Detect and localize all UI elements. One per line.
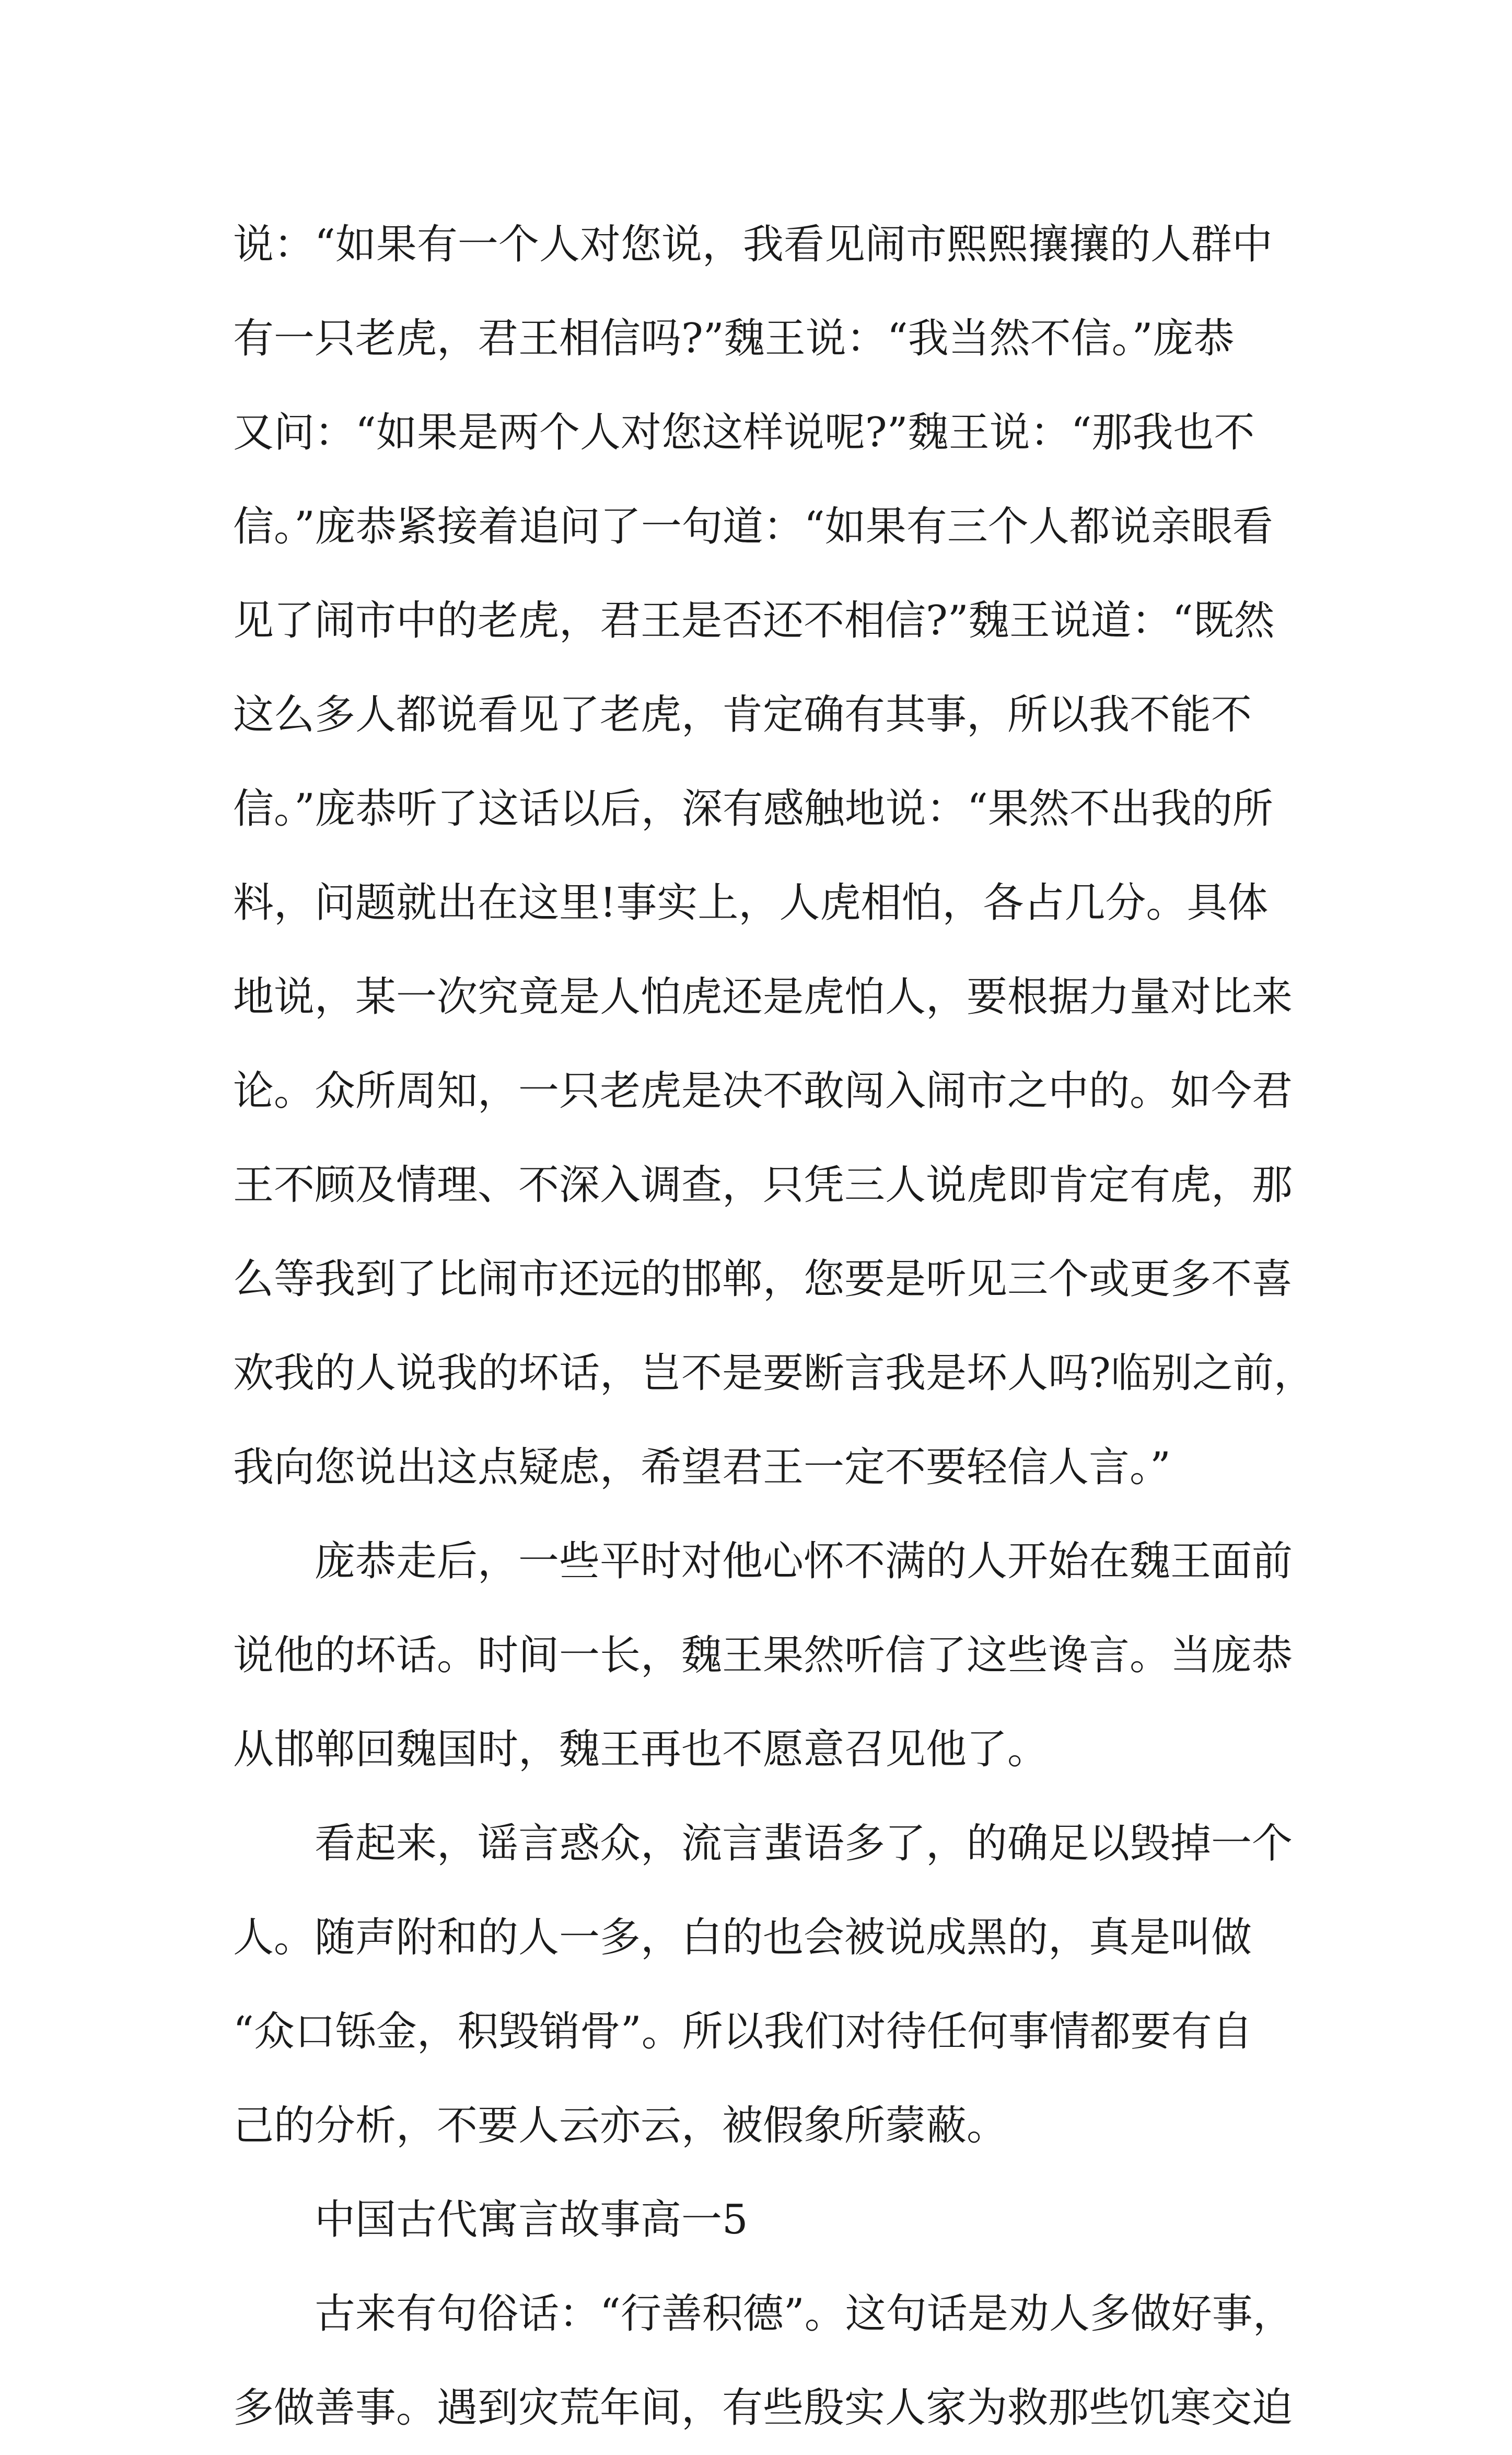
text-line: 我向您说出这点疑虑，希望君王一定不要轻信人言。” — [233, 1444, 1171, 1491]
text-line: 论。众所周知，一只老虎是决不敢闯入闹市之中的。如今君 — [233, 1068, 1293, 1115]
body-text — [233, 198, 1315, 2455]
text-line: 有一只老虎，君王相信吗?”魏王说：“我当然不信。”庞恭 — [233, 315, 1235, 362]
text-line: 信。”庞恭紧接着追问了一句道：“如果有三个人都说亲眼看 — [233, 503, 1273, 550]
text-line: “众口铄金，积毁销骨”。所以我们对待任何事情都要有自 — [233, 2008, 1253, 2055]
section-heading: 中国古代寓言故事高一5 — [233, 2196, 748, 2243]
text-line: 信。”庞恭听了这话以后，深有感触地说：“果然不出我的所 — [233, 785, 1273, 832]
text-line: 这么多人都说看见了老虎，肯定确有其事，所以我不能不 — [233, 691, 1252, 738]
text-line: 料，问题就出在这里!事实上，人虎相怕，各占几分。具体 — [233, 879, 1269, 927]
text-line: 庞恭走后，一些平时对他心怀不满的人开始在魏王面前 — [233, 1538, 1293, 1585]
text-line: 看起来，谣言惑众，流言蜚语多了，的确足以毁掉一个 — [233, 1820, 1293, 1867]
text-line: 欢我的人说我的坏话，岂不是要断言我是坏人吗?临别之前， — [233, 1350, 1315, 1397]
text-line: 从邯郸回魏国时，魏王再也不愿意召见他了。 — [233, 1726, 1049, 1773]
text-line: 说他的坏话。时间一长，魏王果然听信了这些谗言。当庞恭 — [233, 1632, 1293, 1679]
text-line: 见了闹市中的老虎，君王是否还不相信?”魏王说道：“既然 — [233, 597, 1275, 644]
text-line: 古来有句俗话：“行善积德”。这句话是劝人多做好事， — [233, 2290, 1294, 2337]
text-line: 多做善事。遇到灾荒年间，有些殷实人家为救那些饥寒交迫 — [233, 2384, 1293, 2431]
text-line: 说：“如果有一个人对您说，我看见闹市熙熙攘攘的人群中 — [233, 221, 1273, 268]
text-line: 己的分析，不要人云亦云，被假象所蒙蔽。 — [233, 2102, 1008, 2149]
text-line: 地说，某一次究竟是人怕虎还是虎怕人，要根据力量对比来 — [233, 974, 1293, 1021]
text-line: 人。随声附和的人一多，白的也会被说成黑的，真是叫做 — [233, 1914, 1252, 1961]
text-line: 么等我到了比闹市还远的邯郸，您要是听见三个或更多不喜 — [233, 1256, 1293, 1303]
text-line: 又问：“如果是两个人对您这样说呢?”魏王说：“那我也不 — [233, 409, 1255, 456]
text-line: 王不顾及情理、不深入调查，只凭三人说虎即肯定有虎，那 — [233, 1162, 1293, 1209]
